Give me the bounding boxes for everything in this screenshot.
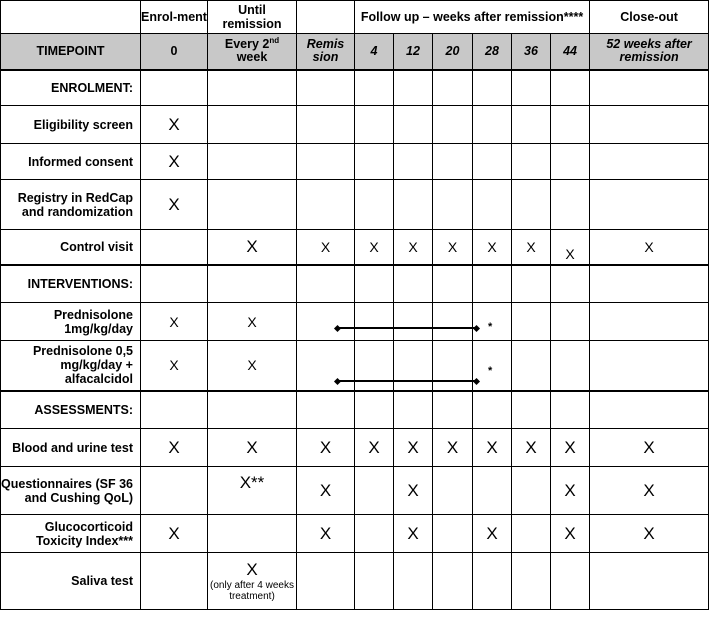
mark: X	[590, 467, 709, 515]
control-visit-label: Control visit	[1, 230, 141, 265]
mark: X	[246, 560, 258, 579]
prednisolone-1-label: Prednisolone 1mg/kg/day	[1, 303, 141, 341]
mark: X	[590, 230, 709, 265]
gti-row	[1, 515, 709, 553]
mark: X	[473, 515, 512, 553]
mark: X**	[208, 467, 297, 515]
follow-up-header: Follow up – weeks after remission****	[355, 1, 590, 34]
phase-header-row	[1, 1, 709, 34]
eligibility-row	[1, 106, 709, 144]
consent-label: Informed consent	[1, 144, 141, 180]
prednisolone-05-row	[1, 341, 709, 391]
mark: X	[141, 515, 208, 553]
mark: X	[473, 230, 512, 265]
registry-row	[1, 180, 709, 230]
mark: X	[394, 467, 433, 515]
saliva-cell	[208, 553, 297, 610]
mark: X	[473, 429, 512, 467]
mark: X	[208, 230, 297, 265]
mark: X	[551, 429, 590, 467]
assessments-section-row	[1, 391, 709, 429]
mark: X	[141, 429, 208, 467]
saliva-label: Saliva test	[1, 553, 141, 610]
prednisolone-05-duration-bar	[338, 380, 476, 382]
control-visit-row	[1, 230, 709, 265]
mark: X	[590, 429, 709, 467]
mark: X	[208, 429, 297, 467]
timepoint-enrol: 0	[141, 34, 208, 70]
prednisolone-05-label: Prednisolone 0,5 mg/kg/day + alfacalcidol	[1, 341, 141, 391]
mark: X	[551, 230, 590, 265]
mark: X	[141, 106, 208, 144]
gti-label: Glucocorticoid Toxicity Index***	[1, 515, 141, 553]
timepoint-until: Every 2nd week	[208, 34, 297, 70]
timepoint-week-28: 28	[473, 34, 512, 70]
mark: X	[297, 515, 355, 553]
timepoint-remission: Remis sion	[297, 34, 355, 70]
mark: X	[297, 429, 355, 467]
mark: X	[355, 429, 394, 467]
until-remission-header: Until remission	[208, 1, 297, 34]
mark: X	[208, 341, 297, 391]
timepoint-close: 52 weeks after remission	[590, 34, 709, 70]
mark: X	[394, 230, 433, 265]
enrolment-section-label: ENROLMENT:	[1, 70, 141, 106]
mark: X	[433, 429, 473, 467]
mark: X	[394, 515, 433, 553]
timepoint-week-36: 36	[512, 34, 551, 70]
enrolment-section-row	[1, 70, 709, 106]
registry-label: Registry in RedCap and randomization	[1, 180, 141, 230]
timepoint-row	[1, 34, 709, 70]
mark: X	[141, 180, 208, 230]
mark: X	[394, 429, 433, 467]
mark: X	[512, 230, 551, 265]
mark: X	[297, 467, 355, 515]
timepoint-week-4: 4	[355, 34, 394, 70]
prednisolone-1-row	[1, 303, 709, 341]
timepoint-week-20: 20	[433, 34, 473, 70]
consent-row	[1, 144, 709, 180]
mark: X	[551, 467, 590, 515]
mark: X	[141, 303, 208, 341]
saliva-note: (only after 4 weeks treatment)	[210, 580, 294, 602]
blood-urine-row	[1, 429, 709, 467]
mark: X	[551, 515, 590, 553]
mark: X	[141, 144, 208, 180]
interventions-section-label: INTERVENTIONS:	[1, 265, 141, 303]
questionnaires-row	[1, 467, 709, 515]
interventions-section-row	[1, 265, 709, 303]
mark: X	[208, 303, 297, 341]
questionnaires-label: Questionnaires (SF 36 and Cushing QoL)	[1, 467, 141, 515]
mark: X	[297, 230, 355, 265]
mark: X	[590, 515, 709, 553]
saliva-row	[1, 553, 709, 610]
enrolment-header: Enrol-ment	[141, 1, 208, 34]
close-out-header: Close-out	[590, 1, 709, 34]
mark: X	[355, 230, 394, 265]
mark: X	[512, 429, 551, 467]
assessments-section-label: ASSESSMENTS:	[1, 391, 141, 429]
mark: X	[141, 341, 208, 391]
blood-urine-label: Blood and urine test	[1, 429, 141, 467]
timepoint-week-12: 12	[394, 34, 433, 70]
timepoint-week-44: 44	[551, 34, 590, 70]
prednisolone-05-footnote-star: *	[488, 365, 493, 377]
timepoint-label: TIMEPOINT	[1, 34, 141, 70]
eligibility-label: Eligibility screen	[1, 106, 141, 144]
prednisolone-1-duration-bar	[338, 327, 476, 329]
mark: X	[433, 230, 473, 265]
prednisolone-1-footnote-star: *	[488, 321, 493, 333]
